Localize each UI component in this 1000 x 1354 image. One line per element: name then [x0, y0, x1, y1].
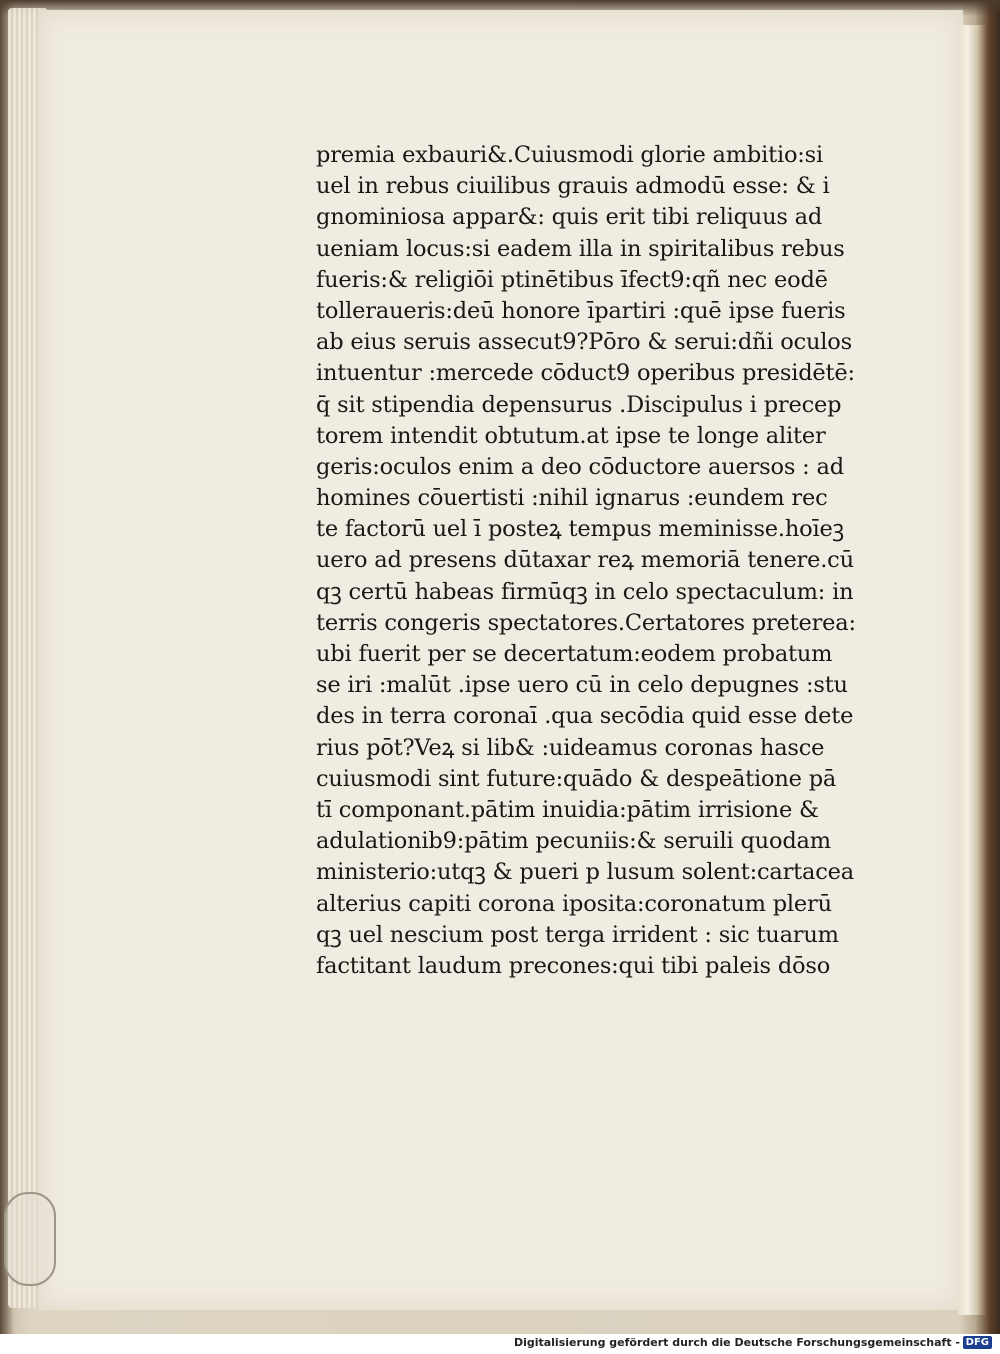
funding-notice: Digitalisierung gefördert durch die Deutsche Forschungsgemeinschaft - — [513, 1336, 960, 1349]
text-line: geris:oculos enim a deo cōductore auersos : ad — [316, 453, 844, 480]
text-line: adulationib9:pātim pecuniis:& seruili quodam — [316, 828, 831, 855]
text-line: ministerio:utqꝫ & pueri p lusum solent:cartacea — [316, 859, 854, 886]
page-clip-mark — [4, 1192, 56, 1286]
text-line: ubi fuerit per se decertatum:eodem probatum — [316, 641, 833, 667]
incunable-text-block — [316, 140, 856, 982]
text-line: factitant laudum precones:qui tibi paleis dōso — [316, 952, 831, 979]
text-line: cuiusmodi sint future:quādo & despeātione pā — [316, 765, 837, 792]
text-line: uel in rebus ciuilibus grauis admodū esse: & i — [316, 173, 830, 200]
text-line: alterius capiti corona iposita:coronatum plerū — [316, 890, 832, 917]
text-line: qꝫ certū habeas firmūqꝫ in celo spectaculum: in — [316, 578, 854, 605]
text-line: rius pōt?Veꝝ si lib& :uideamus coronas hasce — [316, 734, 825, 761]
dfg-logo: DFG — [963, 1336, 992, 1349]
text-line: q̄ sit stipendia depensurus .Discipulus i precep — [316, 391, 842, 418]
text-line: terris congeris spectatores.Certatores preterea: — [316, 609, 856, 636]
text-line: te factorū uel ī posteꝝ tempus meminisse.hoīeꝫ — [316, 516, 844, 543]
text-line: torem intendit obtutum.at ipse te longe aliter — [316, 422, 826, 449]
text-line: gnominiosa appar&: quis erit tibi reliquus ad — [316, 204, 823, 231]
text-line: ueniam locus:si eadem illa in spiritalibus rebus — [316, 235, 845, 262]
text-line: ab eius seruis assecut9?Pōro & serui:dñi oculos — [316, 329, 852, 356]
text-line: qꝫ uel nescium post terga irrident : sic tuarum — [316, 921, 839, 948]
text-line: intuentur :mercede cōduct9 operibus presidētē: — [316, 360, 855, 387]
text-line: se iri :malūt .ipse uero cū in celo depugnes :stu — [316, 672, 848, 699]
text-line: fueris:& religiōi ptinētibus īfect9:qñ nec eodē — [316, 266, 828, 293]
text-line: tī componant.pātim inuidia:pātim irrisione & — [316, 796, 819, 823]
text-line: homines cōuertisti :nihil ignarus :eundem rec — [316, 485, 828, 512]
right-page-edge — [958, 25, 986, 1315]
text-line: uero ad presens dūtaxar reꝝ memoriā tenere.cū — [316, 547, 854, 574]
text-line: tolleraueris:deū honore īpartiri :quē ipse fueris — [316, 297, 846, 324]
text-line: premia exbauri&.Cuiusmodi glorie ambitio:si — [316, 142, 824, 168]
text-line: des in terra coronaī .qua secōdia quid esse dete — [316, 703, 854, 730]
